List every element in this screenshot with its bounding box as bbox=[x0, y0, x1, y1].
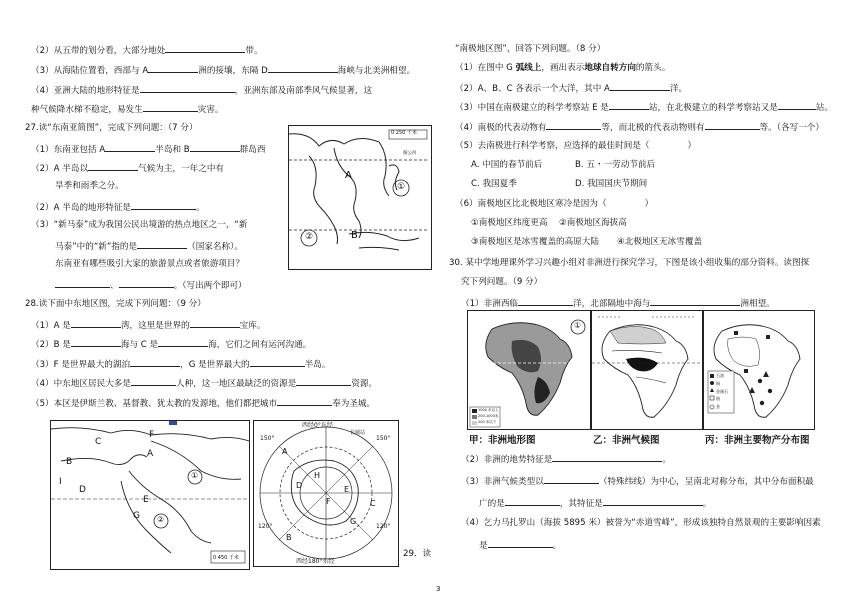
label-g: G bbox=[133, 511, 140, 521]
q30-intro-a: 30. 某中学地理课外学习兴趣小组对非洲进行探究学习，下图是该小组收集的部分资料。读图探 bbox=[449, 258, 810, 268]
legend-diamond: 金刚石 bbox=[716, 389, 728, 394]
label-a: A bbox=[147, 449, 154, 459]
q29-2: （2）A、B、C 各表示一个大洋，其中 A 洋。 bbox=[455, 81, 687, 95]
q29-3: （3）中国在南极建立的科学考察站 E 是 站，在北极建立的科学考察站又是 站。 bbox=[455, 100, 833, 114]
answer-blank[interactable] bbox=[250, 357, 305, 367]
meridian-top-label: 西经0°东经 bbox=[302, 422, 333, 429]
answer-blank[interactable] bbox=[137, 239, 187, 249]
legend-low: 200 米以下 bbox=[478, 420, 497, 424]
legend-oil: 石油 bbox=[716, 373, 724, 378]
legend-high: 1000 米以上 bbox=[478, 408, 499, 412]
legend-mid: 200-1000米 bbox=[478, 414, 499, 418]
label-b: B bbox=[66, 457, 73, 467]
q30-3b: 广的是 ，其特征是 。 bbox=[479, 496, 711, 510]
q26-4b: 种气候降水梯不稳定，易发生 灾害。 bbox=[31, 102, 224, 116]
answer-blank[interactable] bbox=[88, 161, 138, 171]
label-a: A bbox=[282, 447, 288, 456]
q30-3a: （3）非洲气候类型以 （特殊纬线）为中心，呈南北对称分布，其中分布面积最 bbox=[461, 474, 814, 488]
answer-blank[interactable] bbox=[130, 357, 180, 367]
label-a: A bbox=[345, 170, 352, 181]
q27-3a: （3）“新马泰”成为我国公民出境游的热点地区之一，“新 bbox=[31, 220, 248, 230]
answer-blank[interactable] bbox=[131, 376, 176, 386]
degree-label: 120° bbox=[376, 523, 391, 530]
q29-5-option-c[interactable]: C. 我国夏季 bbox=[471, 179, 517, 189]
q26-3: （3）从海陆位置看，西部与 A 洲的接壤，东隔 D 海峡与北美洲相望。 bbox=[31, 63, 415, 77]
label-e: E bbox=[143, 495, 149, 505]
q29-6: （6）南极地区比北极地区寒冷是因为（ ） bbox=[455, 199, 654, 209]
answer-blank[interactable] bbox=[158, 337, 208, 347]
q27-3c: 东南亚有哪些吸引大家的旅游景点或者旅游项目？ bbox=[55, 259, 245, 269]
africa-climate-drawing bbox=[592, 311, 702, 429]
q29-6-option-1[interactable]: ①南极地区纬度更高 bbox=[471, 218, 548, 228]
q26-2: （2）从五带的划分看，大部分地处 带。 bbox=[31, 43, 263, 57]
label-d: D bbox=[79, 485, 86, 495]
q29-5-option-d[interactable]: D. 我国国庆节期间 bbox=[575, 179, 648, 189]
answer-blank[interactable] bbox=[71, 337, 121, 347]
answer-blank[interactable] bbox=[603, 496, 703, 506]
legend-copper: 铜 bbox=[716, 381, 720, 386]
label-i: I bbox=[59, 477, 62, 487]
q30-4a: （4）乞力马扎罗山（海拔 5895 米）被誉为“赤道雪峰”，形成该独特自然景观的主要影响因素 bbox=[461, 518, 821, 528]
answer-blank[interactable] bbox=[148, 63, 198, 73]
caption-climate: 乙：非洲气候图 bbox=[593, 435, 660, 446]
africa-terrain-map bbox=[467, 310, 591, 430]
q27-3d: 、 。（写出两个即可） bbox=[55, 278, 247, 292]
label-circle-2: ② bbox=[157, 515, 165, 524]
label-g: G bbox=[350, 517, 357, 526]
answer-blank[interactable] bbox=[143, 102, 198, 112]
q29-1: （1）在图中 G 弧线上，画出表示地球自转方向的箭头。 bbox=[455, 63, 671, 73]
q30-1: （1）非洲西临 洋，北部隔地中海与 洲相望。 bbox=[461, 296, 775, 310]
answer-blank[interactable] bbox=[705, 120, 760, 130]
label-b: B bbox=[286, 533, 292, 542]
legend-gold: 金 bbox=[716, 404, 720, 409]
answer-blank[interactable] bbox=[268, 63, 338, 73]
answer-blank[interactable] bbox=[552, 452, 662, 462]
answer-blank[interactable] bbox=[544, 474, 599, 484]
q28-1: （1）A 是 湾，这里是世界的 宝库。 bbox=[31, 318, 265, 332]
label-f: F bbox=[149, 430, 155, 440]
answer-blank[interactable] bbox=[546, 120, 601, 130]
southeast-asia-map bbox=[288, 125, 432, 270]
q29-tail: 29．读 bbox=[403, 549, 432, 559]
antarctic-map bbox=[253, 420, 399, 567]
answer-blank[interactable] bbox=[277, 396, 332, 406]
answer-blank[interactable] bbox=[610, 81, 670, 91]
q29-head: “南极地区图”，回答下列问题。（8 分） bbox=[455, 44, 606, 54]
label-f: F bbox=[326, 497, 331, 506]
label-circle-2: ② bbox=[305, 232, 314, 242]
answer-blank[interactable] bbox=[190, 142, 240, 152]
q28-3: （3）F 是世界最大的湖泊 ，G 是世界最大的 半岛。 bbox=[31, 357, 330, 371]
degree-label: 150° bbox=[260, 435, 275, 442]
label-h: H bbox=[314, 471, 321, 480]
label-circle-1: ① bbox=[191, 471, 199, 480]
southeast-asia-map-drawing bbox=[289, 126, 431, 269]
label-b: B bbox=[351, 230, 358, 241]
q27-1c: 旱季和雨季之分。 bbox=[55, 181, 124, 191]
antarctic-map-drawing bbox=[254, 421, 398, 566]
label-circle-1: ① bbox=[397, 182, 406, 192]
page-number: 3 bbox=[436, 585, 441, 593]
right-column bbox=[449, 0, 855, 607]
q30-intro-b: 究下列问题。（9 分） bbox=[461, 277, 543, 287]
q28-4: （4）中东地区居民大多是 人种，这一地区最缺泛的资源是 资源。 bbox=[31, 376, 377, 390]
q29-5-option-a[interactable]: A. 中国的春节前后 bbox=[471, 160, 543, 170]
q29-5-option-b[interactable]: B. 五・一劳动节前后 bbox=[575, 160, 656, 170]
q27-1b: （2）A 半岛以 气候为主，一年之中有 bbox=[31, 161, 224, 175]
answer-blank[interactable] bbox=[778, 100, 816, 110]
answer-blank[interactable] bbox=[488, 538, 553, 548]
q28-title: 28.读下面中东地区图，完成下列问题：（9 分） bbox=[25, 299, 206, 309]
africa-climate-map bbox=[591, 310, 703, 430]
answer-blank[interactable] bbox=[518, 296, 573, 306]
answer-blank[interactable] bbox=[105, 142, 155, 152]
label-c: C bbox=[95, 437, 102, 447]
answer-blank[interactable] bbox=[165, 43, 245, 53]
q27-1a: （1）东南亚包括 A 半岛和 B 群岛西 bbox=[31, 142, 265, 156]
q29-4: （4）南极的代表动物有 等，而北极的代表动物则有 等。（各写一个） bbox=[455, 120, 824, 134]
answer-blank[interactable] bbox=[119, 278, 174, 288]
q27-title: 27.读“东南亚简图”，完成下列问题：（7 分） bbox=[25, 123, 198, 133]
middle-east-map bbox=[50, 420, 250, 570]
answer-blank[interactable] bbox=[71, 318, 121, 328]
q28-5: （5）本区是伊斯兰教、基督教、犹太教的发源地，他们都把城市 奉为圣城。 bbox=[31, 396, 375, 410]
q29-6-option-2[interactable]: ②南极地区海拔高 bbox=[559, 218, 627, 228]
middle-east-map-drawing bbox=[51, 421, 249, 569]
answer-blank[interactable] bbox=[131, 200, 196, 210]
label-e: E bbox=[344, 485, 350, 494]
q29-5: （5）去南极进行科学考察，应选择的最佳时间是（ ） bbox=[455, 141, 697, 151]
q29-6-option-4[interactable]: ④北极地区无冰雪覆盖 bbox=[617, 237, 703, 247]
answer-blank[interactable] bbox=[190, 318, 240, 328]
q30-4b: 是 。 bbox=[479, 538, 561, 552]
answer-blank[interactable] bbox=[609, 100, 649, 110]
q26-4a: （4）亚洲大陆的地形特征是 ，亚洲东部及南部季风气候显著，这 bbox=[31, 83, 372, 97]
label-c: C bbox=[370, 499, 376, 508]
caption-terrain: 甲：非洲地形图 bbox=[469, 435, 536, 446]
left-column bbox=[25, 0, 430, 607]
answer-blank[interactable] bbox=[140, 83, 235, 93]
answer-blank[interactable] bbox=[296, 376, 351, 386]
q29-6-option-3[interactable]: ③南极地区是冰雪覆盖的高原大陆 bbox=[471, 237, 600, 247]
q30-2: （2）非洲的地势特征是 。 bbox=[461, 452, 671, 466]
answer-blank[interactable] bbox=[505, 496, 560, 506]
map-scale: 0 250 千米 bbox=[391, 130, 417, 136]
meridian-bottom-label: 西经180°东经 bbox=[296, 558, 335, 565]
label-d: D bbox=[296, 481, 303, 490]
station-label: 长城站 bbox=[350, 430, 366, 436]
degree-label: 120° bbox=[258, 523, 273, 530]
africa-resources-map bbox=[703, 310, 815, 430]
answer-blank[interactable] bbox=[650, 296, 740, 306]
legend-uranium: 铀 bbox=[716, 396, 720, 401]
caption-resources: 丙：非洲主要物产分布图 bbox=[705, 435, 810, 446]
map-scale: 0 450 千米 bbox=[213, 555, 239, 561]
q27-3b: 马泰”中的“新”指的是 （国家名称）。 bbox=[55, 239, 243, 253]
map-mark-1: ① bbox=[574, 321, 582, 330]
q28-2: （2）B 是 海与 C 是 海，它们之间有运河沟通。 bbox=[31, 337, 311, 351]
degree-label: 150° bbox=[376, 435, 391, 442]
river-label: 湄公河 bbox=[403, 151, 417, 156]
answer-blank[interactable] bbox=[55, 278, 110, 288]
africa-resources-drawing bbox=[704, 311, 814, 429]
q27-2: （2）A 半岛的地形特征是 。 bbox=[31, 200, 205, 214]
